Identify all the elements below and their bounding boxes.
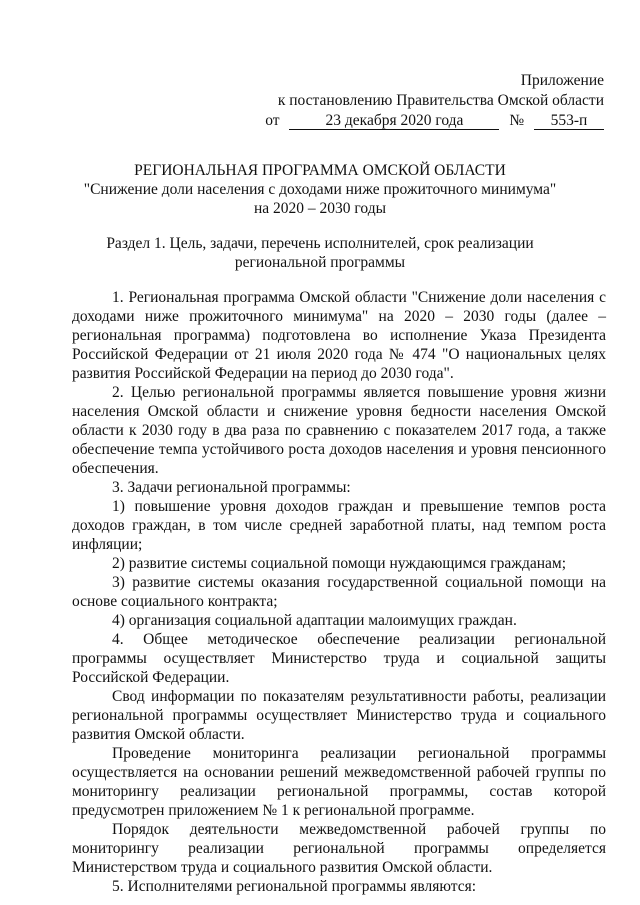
program-title-line-1: РЕГИОНАЛЬНАЯ ПРОГРАММА ОМСКОЙ ОБЛАСТИ (134, 162, 506, 179)
paragraph: Порядок деятельности межведомственной рабочей группы по мониторингу реализации региональной программы определяется Министерством труда и социального развития Омской области. (72, 821, 606, 876)
program-title (0, 161, 640, 218)
from-label: от (265, 112, 280, 129)
paragraph: 3. Задачи региональной программы: (112, 479, 351, 496)
paragraph: 1. Региональная программа Омской области "Снижение доли населения с доходами ниже прожиточного минимума" на 2020 – 2030 годы (далее – региональная программа) подготовлена во исполнение Указа Президента Российской Федерации от 21 июля 2020 года № 474 "О национальных целях развития Российской Федерации на период до 2030 года". (72, 289, 606, 382)
paragraph: 4. Общее методическое обеспечение реализации региональной программы осуществляет Министерство труда и социальной защиты Российской Федерации. (72, 631, 606, 686)
number-label: № (509, 112, 525, 129)
paragraph: Свод информации по показателям результативности работы, реализации региональной программы осуществляет Министерство труда и социального развития Омской области. (72, 688, 606, 743)
program-title-line-2: "Снижение доли населения с доходами ниже прожиточного минимума" (83, 181, 557, 198)
paragraph: 5. Исполнителями региональной программы являются: (112, 878, 477, 895)
section-heading-line-2: региональной программы (234, 254, 406, 271)
decree-number: 553-п (534, 112, 604, 130)
section-heading (0, 234, 640, 272)
list-item: 2) развитие системы социальной помощи нуждающимся гражданам; (112, 555, 567, 572)
paragraph: 2. Целью региональной программы является повышение уровня жизни населения Омской области и снижение уровня бедности населения Омской области к 2030 году в два раза по сравнению с показателем 2017 года, а также обеспечение темпа устойчивого роста доходов населения и уровня пенсионного обеспечения. (72, 384, 606, 477)
appendix-label: Приложение (520, 72, 604, 89)
list-item: 1) повышение уровня доходов граждан и превышение темпов роста доходов граждан, в том числе средней заработной платы, над темпом роста инфляции; (72, 498, 606, 553)
list-item: 3) развитие системы оказания государственной социальной помощи на основе социального контракта; (72, 574, 606, 610)
section-heading-line-1: Раздел 1. Цель, задачи, перечень исполнителей, срок реализации (106, 235, 534, 252)
decree-date: 23 декабря 2020 года (289, 112, 499, 130)
document-body (72, 288, 606, 896)
appendix-decree: к постановлению Правительства Омской области (277, 92, 604, 109)
paragraph: Проведение мониторинга реализации региональной программы осуществляется на основании решений межведомственной рабочей группы по мониторингу реализации региональной программы, состав которой предусмотрен приложением № 1 к региональной программе. (72, 745, 606, 819)
list-item: 4) организация социальной адаптации малоимущих граждан. (112, 612, 517, 629)
appendix-header (265, 71, 604, 131)
appendix-date-row (265, 111, 604, 131)
program-title-line-3: на 2020 – 2030 годы (254, 200, 386, 217)
